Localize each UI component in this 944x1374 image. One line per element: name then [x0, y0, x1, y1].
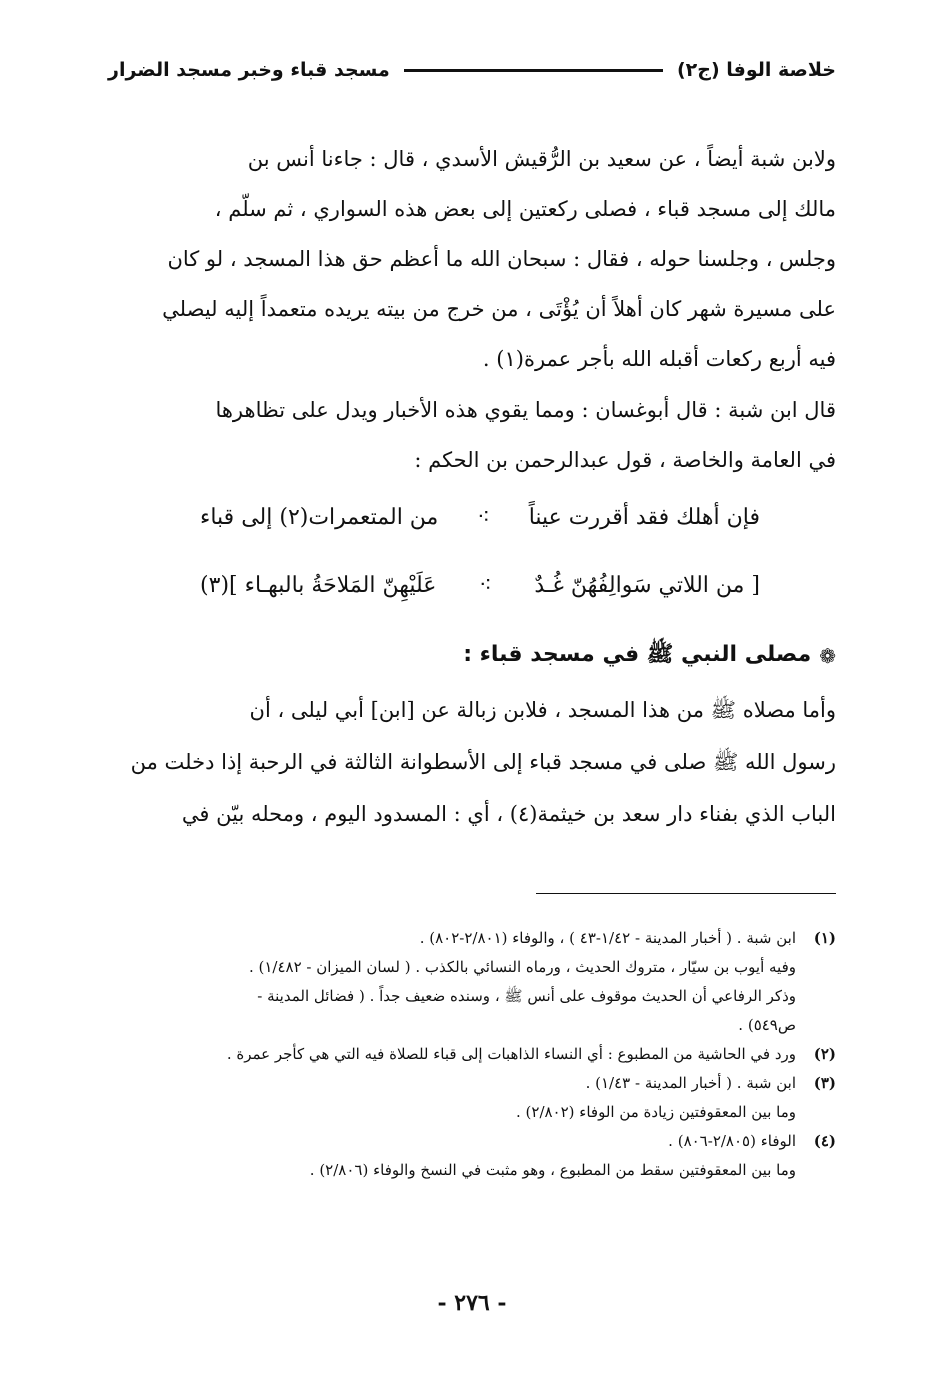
footnote-body [310, 1127, 796, 1185]
header-rule [404, 69, 663, 72]
text-line: فيه أربع ركعات أقبله الله بأجر عمرة(١) . [482, 347, 836, 371]
footnote-line: ص٥٤٩) . [738, 1016, 796, 1034]
poem-verse-2 [200, 573, 760, 598]
footnote-line: ابن شبة . ( أخبار المدينة - ١/٤٢-٤٣ ) ، والوفاء (٢/٨٠١-٨٠٢) . [419, 929, 796, 947]
footnote-4 [108, 1127, 836, 1185]
footnote-line: وما بين المعقوفتين سقط من المطبوع ، وهو مثبت في النسخ والوفاء (٢/٨٠٦) . [309, 1161, 796, 1179]
footnote-2 [108, 1040, 836, 1069]
section-heading [463, 640, 836, 672]
footnote-number: (٢) [813, 1045, 836, 1063]
footnote-1 [108, 924, 836, 1040]
header-book-title: خلاصة الوفا (ج٢) [676, 59, 836, 81]
footnote-line: وذكر الرفاعي أن الحديث موقوف على أنس ﷺ ، وسنده ضعيف جداً . ( فضائل المدينة - [257, 987, 796, 1005]
verse-second-hemistich: من المتعمرات(٢) إلى قباء [200, 505, 439, 530]
text-line: مالك إلى مسجد قباء ، فصلى ركعتين إلى بعض هذه السواري ، ثم سلّم ، [214, 197, 836, 221]
footnote-number: (٤) [813, 1132, 836, 1150]
verse-first-hemistich: [ من اللاتي سَوالِفُهُنّ غُـدٌ [534, 573, 760, 598]
text-line: الباب الذي بفناء دار سعد بن خيثمة(٤) ، أي : المسدود اليوم ، ومحله بيّن في [181, 802, 836, 826]
paragraph-ibn-shabba [108, 134, 836, 384]
poem-verse-1 [200, 505, 760, 530]
footnote-body [516, 1069, 796, 1127]
paragraph-prophet-prayer-place [108, 684, 836, 840]
running-header [108, 52, 836, 88]
footnote-body [249, 924, 796, 1040]
footnote-body [227, 1040, 796, 1069]
text-line: رسول الله ﷺ صلى في مسجد قباء إلى الأسطوانة الثالثة في الرحبة إذا دخلت من [130, 750, 836, 774]
header-chapter-title: مسجد قباء وخبر مسجد الضرار [108, 59, 390, 81]
section-heading-text: مصلى النبي ﷺ في مسجد قباء : [463, 642, 812, 667]
footnote-line: الوفاء (٢/٨٠٥-٨٠٦) . [668, 1132, 796, 1150]
flower-ornament-icon: ❁ [819, 644, 836, 668]
verse-second-hemistich: عَلَيْهِنّ المَلاحَةُ بالبهـاء ](٣) [200, 573, 437, 598]
footnote-number: (١) [813, 929, 836, 947]
text-line: في العامة والخاصة ، قول عبدالرحمن بن الحكم : [414, 448, 836, 472]
footnote-divider [536, 893, 836, 894]
text-line: ولابن شبة أيضاً ، عن سعيد بن الرُّقيش الأسدي ، قال : جاءنا أنس بن [247, 147, 836, 171]
footnote-line: ورد في الحاشية من المطبوع : أي النساء الذاهبات إلى قباء للصلاة فيه التي هي كأجر عمرة . [226, 1045, 796, 1063]
text-line: قال ابن شبة : قال أبوغسان : ومما يقوي هذه الأخبار ويدل على تظاهرها [215, 398, 836, 422]
footnote-line: ابن شبة . ( أخبار المدينة - ١/٤٣) . [585, 1074, 796, 1092]
footnotes [108, 924, 836, 1185]
footnote-number: (٣) [813, 1074, 836, 1092]
text-line: وجلس ، وجلسنا حوله ، فقال : سبحان الله ما أعظم حق هذا المسجد ، لو كان [167, 247, 836, 271]
text-line: وأما مصلاه ﷺ من هذا المسجد ، فلابن زبالة عن [ابن] أبي ليلى ، أن [249, 698, 836, 722]
footnote-line: وفيه أيوب بن سيّار ، متروك الحديث ، ورماه النسائي بالكذب . ( لسان الميزان - ١/٤٨٢) . [248, 958, 796, 976]
text-line: على مسيرة شهر كان أهلاً أن يُؤْتَى ، من خرج من بيته يريده متعمداً إليه ليصلي [162, 297, 836, 321]
verse-separator: ⁖ [477, 505, 490, 530]
page-number: - ٢٧٦ - [437, 1290, 507, 1316]
footnote-line: وما بين المعقوفتين زيادة من الوفاء (٢/٨٠٢) . [516, 1103, 796, 1121]
paragraph-abu-ghassan [108, 385, 836, 485]
verse-separator: ⁖ [478, 573, 492, 598]
footnote-3 [108, 1069, 836, 1127]
verse-first-hemistich: فإن أهلك فقد أقررت عيناً [528, 505, 760, 530]
